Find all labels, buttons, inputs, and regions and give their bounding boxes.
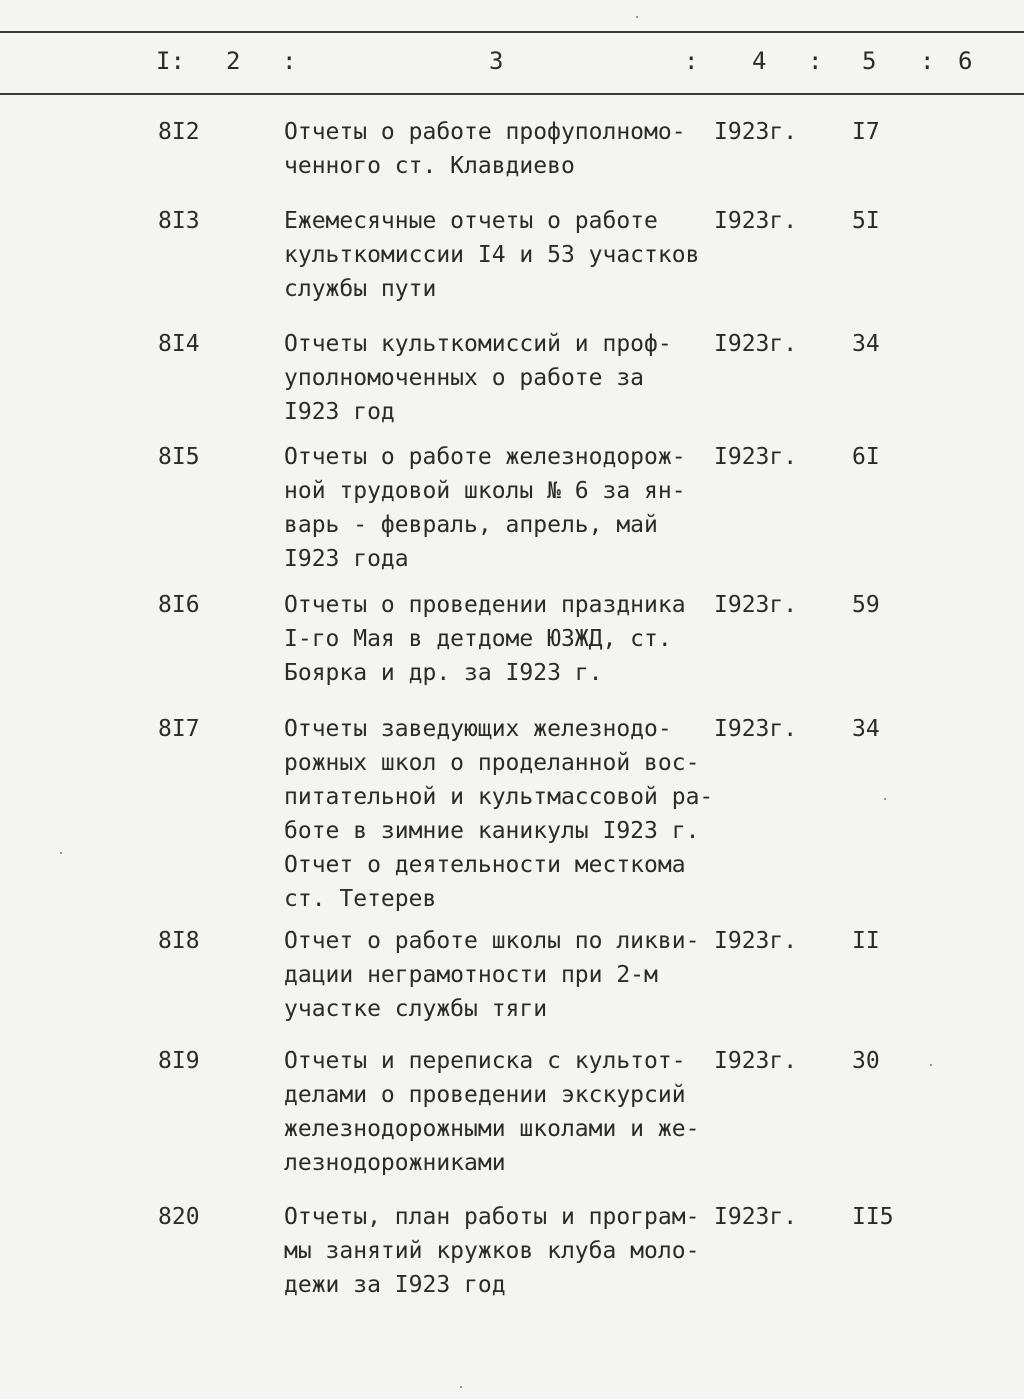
- item-title-line: дежи за I923 год: [284, 1272, 506, 1298]
- item-title: [284, 115, 714, 183]
- item-number: 8I3: [158, 208, 200, 234]
- header-col1: I:: [156, 47, 185, 75]
- item-year: I923г.: [714, 119, 798, 145]
- header-sep2: :: [684, 47, 699, 75]
- item-sheet-count: 6I: [852, 444, 880, 470]
- item-title-line: железнодорожными школами и же-: [284, 1116, 700, 1142]
- item-title: [284, 1200, 714, 1302]
- item-title: [284, 327, 714, 429]
- item-year: I923г.: [714, 716, 798, 742]
- item-title-line: Отчет о работе школы по ликви-: [284, 928, 700, 954]
- item-number: 8I6: [158, 592, 200, 618]
- item-title-line: уполномоченных о работе за: [284, 365, 645, 391]
- header-bottom-rule: [0, 93, 1024, 95]
- item-title-line: ченного ст. Клавдиево: [284, 153, 575, 179]
- item-title-line: варь - февраль, апрель, май: [284, 512, 658, 538]
- header-col2: 2: [226, 47, 241, 75]
- item-year: I923г.: [714, 1204, 798, 1230]
- item-sheet-count: II: [852, 928, 880, 954]
- item-title-line: дации неграмотности при 2-м: [284, 962, 658, 988]
- header-col5: 5: [862, 47, 877, 75]
- item-number: 8I5: [158, 444, 200, 470]
- paper-speck: [930, 1064, 932, 1066]
- item-number: 8I4: [158, 331, 200, 357]
- item-title-line: Отчеты заведующих железнодо-: [284, 716, 672, 742]
- item-title: [284, 712, 714, 916]
- item-title-line: мы занятий кружков клуба моло-: [284, 1238, 700, 1264]
- item-number: 8I8: [158, 928, 200, 954]
- item-title: [284, 924, 714, 1026]
- item-title-line: I-го Мая в детдоме ЮЗЖД, ст.: [284, 626, 672, 652]
- header-sep3: :: [808, 47, 823, 75]
- item-sheet-count: 59: [852, 592, 880, 618]
- item-title-line: Отчеты и переписка с культот-: [284, 1048, 686, 1074]
- item-title-line: Отчеты о работе железнодорож-: [284, 444, 686, 470]
- item-title-line: делами о проведении экскурсий: [284, 1082, 686, 1108]
- item-title-line: Отчеты, план работы и програм-: [284, 1204, 700, 1230]
- item-sheet-count: 34: [852, 716, 880, 742]
- item-year: I923г.: [714, 1048, 798, 1074]
- item-title-line: I923 года: [284, 546, 409, 572]
- item-title-line: Боярка и др. за I923 г.: [284, 660, 603, 686]
- item-year: I923г.: [714, 928, 798, 954]
- item-title-line: рожных школ о проделанной вос-: [284, 750, 700, 776]
- item-sheet-count: 34: [852, 331, 880, 357]
- item-number: 8I7: [158, 716, 200, 742]
- item-year: I923г.: [714, 208, 798, 234]
- paper-speck: [60, 852, 62, 854]
- item-title-line: ст. Тетерев: [284, 886, 437, 912]
- header-col4: 4: [752, 47, 767, 75]
- paper-speck: [636, 16, 638, 18]
- item-title-line: Отчеты культкомиссий и проф-: [284, 331, 672, 357]
- item-year: I923г.: [714, 592, 798, 618]
- item-title-line: I923 год: [284, 399, 395, 425]
- header-col6: 6: [958, 47, 973, 75]
- item-year: I923г.: [714, 444, 798, 470]
- item-number: 8I9: [158, 1048, 200, 1074]
- item-sheet-count: 5I: [852, 208, 880, 234]
- paper-speck: [884, 798, 886, 800]
- header-top-rule: [0, 31, 1024, 33]
- header-sep1: :: [282, 47, 297, 75]
- item-sheet-count: 30: [852, 1048, 880, 1074]
- item-title-line: культкомиссии I4 и 53 участков: [284, 242, 700, 268]
- item-title: [284, 588, 714, 690]
- item-title-line: Ежемесячные отчеты о работе: [284, 208, 658, 234]
- item-title-line: Отчет о деятельности месткома: [284, 852, 686, 878]
- item-title-line: ной трудовой школы № 6 за ян-: [284, 478, 686, 504]
- item-title: [284, 440, 714, 576]
- item-title-line: Отчеты о проведении праздника: [284, 592, 686, 618]
- item-number: 8I2: [158, 119, 200, 145]
- item-sheet-count: II5: [852, 1204, 894, 1230]
- header-sep4: :: [920, 47, 935, 75]
- item-sheet-count: I7: [852, 119, 880, 145]
- item-year: I923г.: [714, 331, 798, 357]
- item-number: 820: [158, 1204, 200, 1230]
- item-title-line: Отчеты о работе профуполномо-: [284, 119, 686, 145]
- item-title-line: боте в зимние каникулы I923 г.: [284, 818, 700, 844]
- item-title-line: питательной и культмассовой ра-: [284, 784, 714, 810]
- item-title: [284, 204, 714, 306]
- item-title-line: участке службы тяги: [284, 996, 548, 1022]
- paper-speck: [460, 1386, 462, 1388]
- item-title-line: службы пути: [284, 276, 437, 302]
- header-col3: 3: [489, 47, 504, 75]
- item-title: [284, 1044, 714, 1180]
- item-title-line: лезнодорожниками: [284, 1150, 506, 1176]
